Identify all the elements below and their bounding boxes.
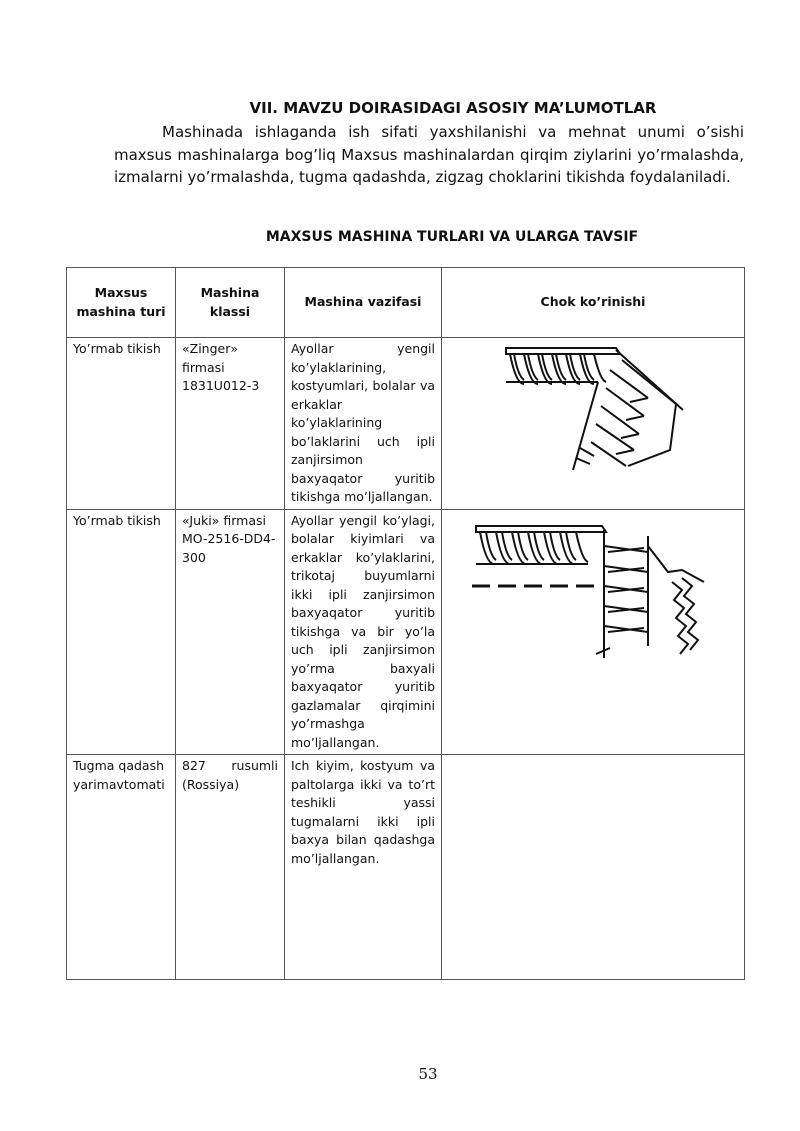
cell-machine-class: 827 rusumli (Rossiya) <box>176 755 285 980</box>
cell-machine-purpose: Ayollar yengil ko’ylagi, bolalar kiyimlari va erkaklar ko’ylaklarini, trikotaj buyumlarni ikki ipli zanjirsimon baxyaqator yuritib tikishga va bir yo’la uch ipli zanjirsimon yo’rma baxyali baxyaqator yuritib gazlamalar qirqimini yo’rmashga mo’ljallangan. <box>285 509 442 755</box>
intro-text: Mashinada ishlaganda ish sifati yaxshilanishi va mehnat unumi o’sishi maxsus mashinalarga bog’liq Maxsus mashinalardan qirqim ziylarini yo’rmalashda, izmalarni yo’rmalashda, tugma qadashda, zigzag choklarini tikishda foydalaniladi. <box>114 123 744 186</box>
cell-machine-class: «Zinger» firmasi 1831U012-3 <box>176 338 285 510</box>
table-header-row <box>67 268 745 338</box>
page-number: 53 <box>418 1065 438 1083</box>
column-header-purpose: Mashina vazifasi <box>285 268 442 338</box>
cell-machine-type: Tugma qadash yarimavtomati <box>67 755 176 980</box>
table-row <box>67 338 745 510</box>
cell-machine-class: «Juki» firmasi MO-2516-DD4-300 <box>176 509 285 755</box>
column-header-class: Mashina klassi <box>176 268 285 338</box>
table-title: MAXSUS MASHINA TURLARI VA ULARGA TAVSIF <box>265 229 639 245</box>
cell-stitch-image-empty <box>442 755 745 980</box>
cell-machine-type: Yo’rmab tikish <box>67 509 176 755</box>
column-header-stitch: Chok ko’rinishi <box>442 268 745 338</box>
table-row <box>67 509 745 755</box>
safety-stitch-illustration <box>468 512 718 662</box>
cell-machine-purpose: Ich kiyim, kostyum va paltolarga ikki va to’rt teshikli yassi tugmalarni ikki ipli baxya bilan qadashga mo’ljallangan. <box>285 755 442 980</box>
intro-paragraph <box>114 121 744 189</box>
cell-stitch-image <box>442 338 745 510</box>
section-heading: VII. MAVZU DOIRASIDAGI ASOSIY MA’LUMOTLAR <box>249 99 657 117</box>
column-header-type: Maxsus mashina turi <box>67 268 176 338</box>
table-row <box>67 755 745 980</box>
cell-stitch-image <box>442 509 745 755</box>
machine-types-table <box>66 267 745 980</box>
cell-machine-purpose: Ayollar yengil ko’ylaklarining, kostyumlari, bolalar va erkaklar ko’ylaklarining bo’laklarini uch ipli zanjirsimon baxyaqator yuritib tikishga mo’ljallangan. <box>285 338 442 510</box>
overlock-stitch-illustration <box>498 340 688 480</box>
cell-machine-type: Yo’rmab tikish <box>67 338 176 510</box>
